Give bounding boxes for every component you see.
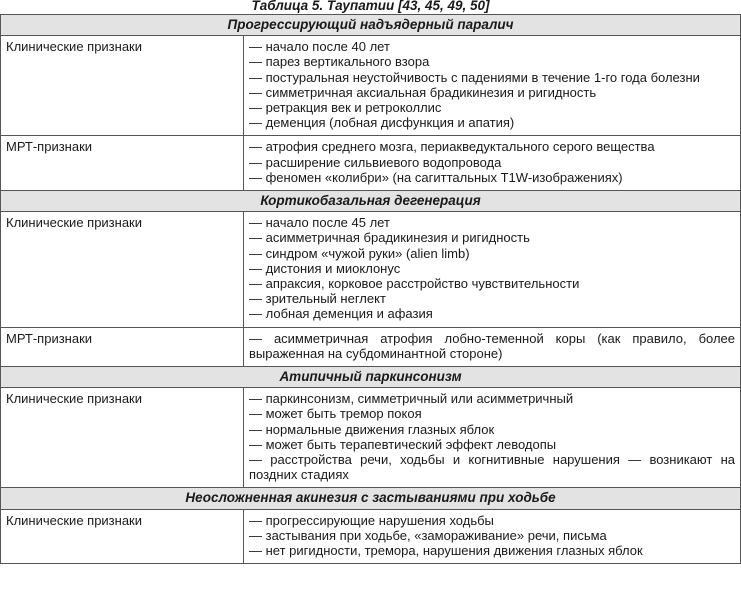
- list-item: — синдром «чужой руки» (alien limb): [249, 245, 470, 261]
- list-item: — паркинсонизм, симметричный или асимметричный: [249, 391, 574, 407]
- section-header-row: [1, 488, 741, 509]
- row-content: [244, 212, 741, 327]
- table-row: [1, 212, 741, 327]
- row-label: Клинические признаки: [1, 36, 244, 136]
- list-item: — асимметричная брадикинезия и ригидность: [249, 230, 530, 246]
- row-label: МРТ-признаки: [1, 136, 244, 191]
- row-label: МРТ-признаки: [1, 327, 244, 366]
- table-row: [1, 36, 741, 136]
- section-title: Атипичный паркинсонизм: [1, 367, 741, 388]
- list-item: — может быть терапевтический эффект леводопы: [249, 436, 557, 452]
- list-item: — парез вертикального взора: [249, 54, 430, 70]
- list-item: — зрительный неглект: [249, 291, 386, 307]
- list-item: — прогрессирующие нарушения ходьбы: [249, 512, 494, 528]
- table-row: [1, 136, 741, 191]
- table-row: [1, 388, 741, 488]
- section-title: Неосложненная акинезия с застываниями при ходьбе: [1, 488, 741, 509]
- row-label: Клинические признаки: [1, 388, 244, 488]
- list-item: — начало после 45 лет: [249, 215, 390, 231]
- list-item: — постуральная неустойчивость с падениями в течение 1-го года болезни: [249, 69, 700, 85]
- row-content: [244, 136, 741, 191]
- list-item: — расстройства речи, ходьбы и когнитивные нарушения — возникают на поздних стадиях: [249, 452, 736, 483]
- section-header-row: [1, 367, 741, 388]
- section-title: Кортикобазальная дегенерация: [1, 191, 741, 212]
- table-caption: Таблица 5. Таупатии [43, 45, 49, 50]: [251, 0, 490, 13]
- row-content: [244, 36, 741, 136]
- table-row: [1, 327, 741, 366]
- tauopathy-table: [0, 14, 741, 564]
- list-item: — ретракция век и ретроколлис: [249, 100, 442, 116]
- list-item: — нормальные движения глазных яблок: [249, 421, 495, 437]
- row-content: [244, 327, 741, 366]
- row-label: Клинические признаки: [1, 212, 244, 327]
- list-item: — дистония и миоклонус: [249, 260, 401, 276]
- section-header-row: [1, 15, 741, 36]
- list-item: — апраксия, корковое расстройство чувствительности: [249, 276, 580, 292]
- list-item: — нет ригидности, тремора, нарушения движения глазных яблок: [249, 543, 643, 559]
- section-header-row: [1, 191, 741, 212]
- list-item: — начало после 40 лет: [249, 39, 390, 55]
- row-content: [244, 509, 741, 564]
- list-item: — застывания при ходьбе, «замораживание» речи, письма: [249, 527, 607, 543]
- list-item: — деменция (лобная дисфункция и апатия): [249, 115, 515, 131]
- list-item: — расширение сильвиевого водопровода: [249, 154, 502, 170]
- row-label: Клинические признаки: [1, 509, 244, 564]
- row-content: [244, 388, 741, 488]
- list-item: — может быть тремор покоя: [249, 406, 422, 422]
- list-item: — асимметричная атрофия лобно-теменной коры (как правило, более выраженная на субдоминантной стороне): [249, 330, 736, 361]
- list-item: — атрофия среднего мозга, периакведуктального серого вещества: [249, 139, 655, 155]
- section-title: Прогрессирующий надъядерный паралич: [1, 15, 741, 36]
- list-item: — симметричная аксиальная брадикинезия и ригидность: [249, 84, 597, 100]
- list-item: — феномен «колибри» (на сагиттальных T1W-изображениях): [249, 169, 623, 185]
- table-row: [1, 509, 741, 564]
- list-item: — лобная деменция и афазия: [249, 306, 433, 322]
